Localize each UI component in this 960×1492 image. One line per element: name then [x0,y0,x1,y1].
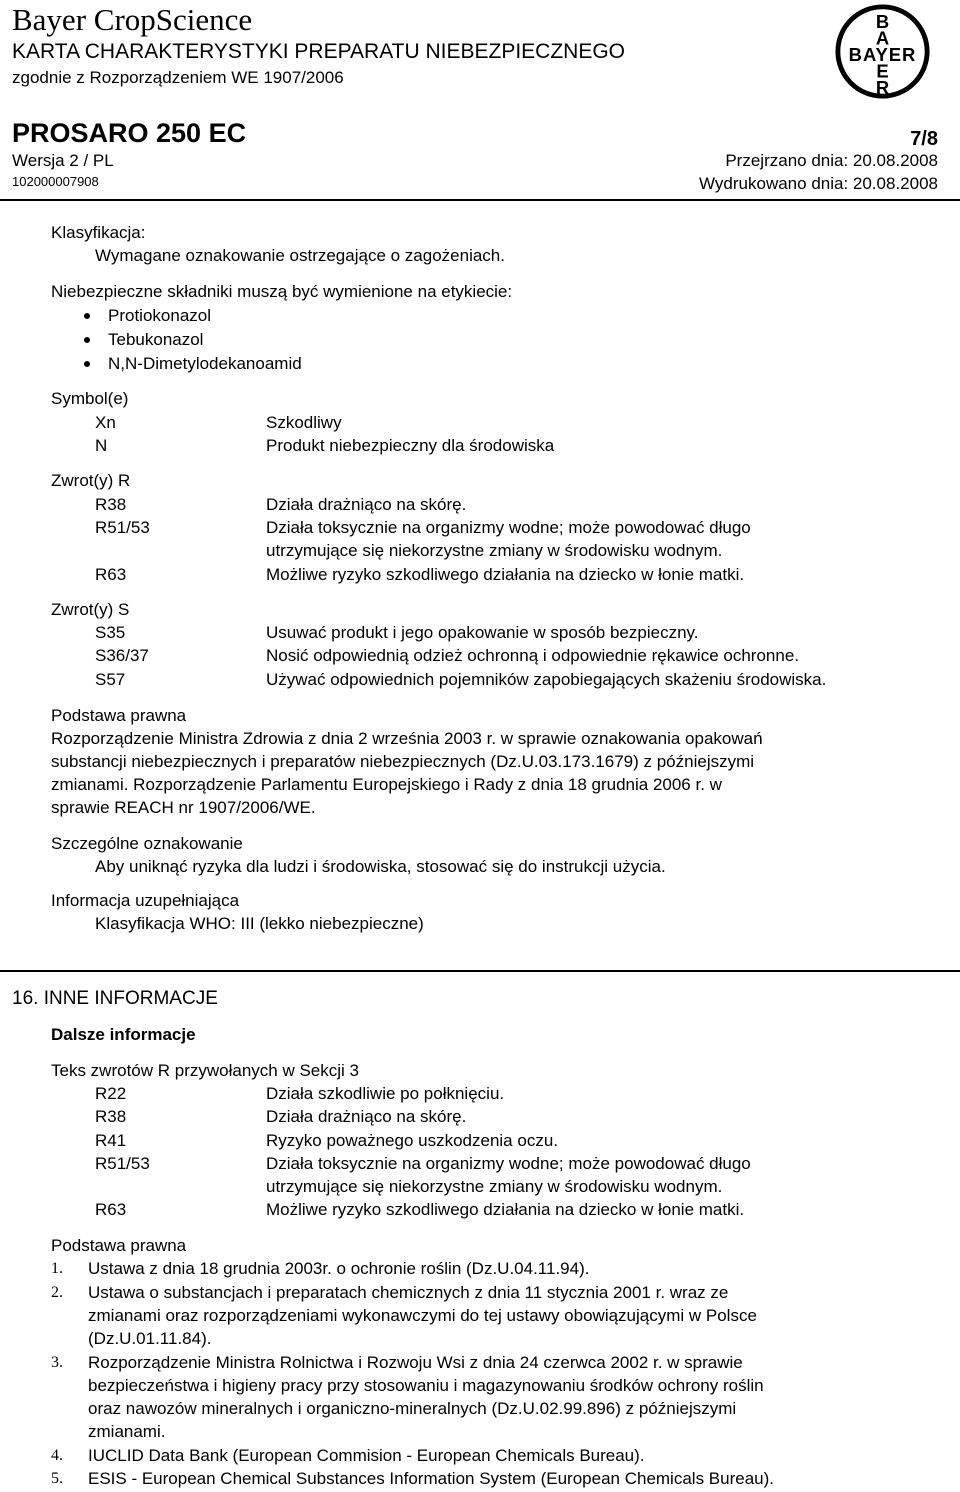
special-labeling-heading: Szczególne oznakowanie [51,834,243,853]
r-text-heading: Teks zwrotów R przywołanych w Sekcji 3 [51,1061,359,1080]
r-text-line: Działa szkodliwie po połknięciu. [266,1084,505,1103]
logo-letter-b: B [875,11,890,33]
section-divider [0,970,960,972]
logo-letter-a: A [875,27,890,49]
ingredient-item: Tebukonazol [108,330,204,349]
r-text-line: Ryzyko poważnego uszkodzenia oczu. [266,1131,558,1150]
logo-letter-e: E [876,60,889,82]
r-text-line: Działa drażniąco na skórę. [266,1107,467,1126]
legal-item-number: 2. [51,1284,63,1301]
ingredient-item: N,N-Dimetylodekanoamid [108,354,302,373]
symbol-text: Produkt niebezpieczny dla środowiska [266,436,555,455]
legal-item-line: bezpieczeństwa i higieny pracy przy stosowaniu i magazynowaniu środków ochrony roślin [88,1376,764,1395]
r-phrases-heading: Zwrot(y) R [51,471,131,490]
document-number: 102000007908 [12,174,99,189]
page-number: 7/8 [910,128,938,150]
r-text-code: R41 [95,1131,127,1150]
legal-item-number: 4. [51,1447,63,1464]
s-phrase-code: S57 [95,670,126,689]
legal-item-line: zmianami oraz rozporządzeniami wykonawczymi do tej ustawy obowiązującymi w Polsce [88,1306,757,1325]
r-phrase-code: R63 [95,565,127,584]
document-title: KARTA CHARAKTERYSTYKI PREPARATU NIEBEZPIECZNEGO [12,40,626,63]
symbol-text: Szkodliwy [266,413,342,432]
r-text-code: R63 [95,1200,127,1219]
logo-letter-r: R [875,77,890,99]
legal-basis-heading: Podstawa prawna [51,706,187,725]
s-phrase-text: Usuwać produkt i jego opakowanie w sposób bezpieczny. [266,623,699,642]
legal-item-line: Ustawa z dnia 18 grudnia 2003r. o ochronie roślin (Dz.U.04.11.94). [88,1259,590,1278]
reviewed-date: Przejrzano dnia: 20.08.2008 [725,151,938,170]
legal-item-number: 3. [51,1354,63,1371]
r-phrase-text: Możliwe ryzyko szkodliwego działania na dziecko w łonie matki. [266,565,745,584]
classification-heading: Klasyfikacja: [51,223,146,242]
legal-basis-line: substancji niebezpiecznych i preparatów niebezpiecznych (Dz.U.03.173.1679) z późniejszymi [51,752,755,771]
section-16-title: 16. INNE INFORMACJE [12,988,218,1009]
ingredients-heading: Niebezpieczne składniki muszą być wymienione na etykiecie: [51,282,513,301]
bullet-icon [84,313,90,319]
classification-text: Wymagane oznakowanie ostrzegające o zagożeniach. [95,246,505,265]
legal-item-line: IUCLID Data Bank (European Commision - European Chemicals Bureau). [88,1446,645,1465]
product-name: PROSARO 250 EC [12,118,247,148]
brand-name: Bayer CropScience [12,2,253,37]
regulation-note: zgodnie z Rozporządzeniem WE 1907/2006 [12,68,344,87]
legal-item-line: ESIS - European Chemical Substances Information System (European Chemicals Bureau). [88,1469,774,1488]
r-text-code: R22 [95,1084,127,1103]
s-phrase-code: S36/37 [95,646,149,665]
header-divider [0,199,960,201]
section-16-subtitle: Dalsze informacje [51,1025,196,1044]
r-phrase-code: R51/53 [95,518,150,537]
ingredient-item: Protiokonazol [108,306,212,325]
symbols-heading: Symbol(e) [51,389,129,408]
special-labeling-text: Aby uniknąć ryzyka dla ludzi i środowiska, stosować się do instrukcji użycia. [95,857,666,876]
legal-item-number: 5. [51,1470,63,1487]
s-phrase-text: Używać odpowiednich pojemników zapobiegających skażeniu środowiska. [266,670,827,689]
r-text-code: R51/53 [95,1154,150,1173]
legal-item-line: Rozporządzenie Ministra Rolnictwa i Rozwoju Wsi z dnia 24 czerwca 2002 r. w sprawie [88,1353,743,1372]
legal-item-number: 1. [51,1260,63,1277]
version-label: Wersja 2 / PL [12,151,114,170]
legal-basis-line: sprawie REACH nr 1907/2006/WE. [51,798,316,817]
s-phrases-heading: Zwrot(y) S [51,600,130,619]
bullet-icon [84,337,90,343]
legal-item-line: Ustawa o substancjach i preparatach chemicznych z dnia 11 stycznia 2001 r. wraz ze [88,1283,729,1302]
r-text-code: R38 [95,1107,127,1126]
printed-date: Wydrukowano dnia: 20.08.2008 [699,174,938,193]
legal-item-line: oraz nawozów mineralnych i organiczno-mineralnych (Dz.U.02.99.896) z późniejszymi [88,1399,737,1418]
bayer-logo [834,3,931,100]
r-phrase-text: Działa toksycznie na organizmy wodne; może powodować długo [266,518,751,537]
r-phrase-text: Działa drażniąco na skórę. [266,495,467,514]
r-text-line: Działa toksycznie na organizmy wodne; może powodować długo [266,1154,751,1173]
r-text-line: Możliwe ryzyko szkodliwego działania na dziecko w łonie matki. [266,1200,745,1219]
s-phrase-text: Nosić odpowiednią odzież ochronną i odpowiednie rękawice ochronne. [266,646,800,665]
symbol-code: Xn [95,413,116,432]
legal-item-line: zmianami. [88,1422,166,1441]
legal-basis-line: Rozporządzenie Ministra Zdrowia z dnia 2 września 2003 r. w sprawie oznakowania opakowań [51,729,763,748]
supplementary-text: Klasyfikacja WHO: III (lekko niebezpieczne) [95,914,424,933]
logo-word: BAYER [848,44,917,66]
r-text-line: utrzymujące się niekorzystne zmiany w środowisku wodnym. [266,1177,723,1196]
bullet-icon [84,361,90,367]
s-phrase-code: S35 [95,623,126,642]
symbol-code: N [95,436,108,455]
r-phrase-text: utrzymujące się niekorzystne zmiany w środowisku wodnym. [266,541,723,560]
legal-sources-heading: Podstawa prawna [51,1236,187,1255]
legal-item-line: (Dz.U.01.11.84). [88,1329,212,1348]
legal-basis-line: zmianami. Rozporządzenie Parlamentu Europejskiego i Rady z dnia 18 grudnia 2006 r. w [51,775,722,794]
r-phrase-code: R38 [95,495,127,514]
supplementary-heading: Informacja uzupełniająca [51,891,240,910]
